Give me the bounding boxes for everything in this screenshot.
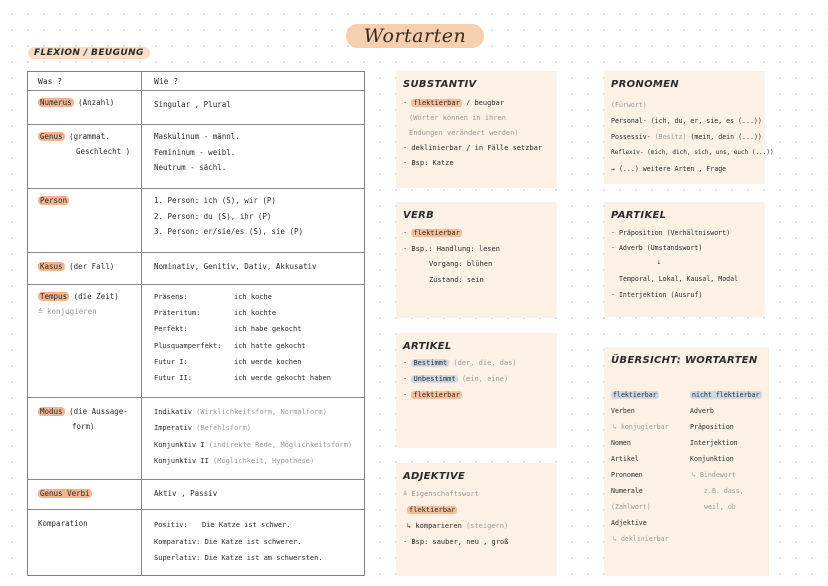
tempus-row: Futur I: ich werde kochen — [154, 357, 302, 366]
table-row-genus — [28, 124, 364, 188]
list-item: Interjektion — [690, 439, 738, 447]
person-value: 2. Person: du (S), ihr (P) — [154, 211, 272, 221]
table-row-person — [28, 188, 364, 252]
tempus-row: Plusquamperfekt: ich hatte gekocht — [154, 341, 306, 350]
note-genus-2: Geschlecht ) — [76, 147, 131, 156]
komparation-row: Komparativ: Die Katze ist schwerer. — [154, 537, 302, 546]
tag-flektierbar: flektierbar — [409, 506, 456, 514]
modus-row: Imperativ (Befehlsform) — [154, 424, 251, 433]
table-row-modus — [28, 397, 364, 479]
card-verb: VERB · flektierbar · Bsp.: Handlung: lesen Vorgang: blühen Zustand: sein — [396, 202, 557, 318]
section-label: FLEXION / BEUGUNG — [28, 47, 150, 59]
tag-flektierbar: flektierbar — [413, 229, 460, 237]
tempus-row: Perfekt: ich habe gekocht — [154, 325, 302, 334]
card-pronomen: PRONOMEN (Fürwort) Personal- (ich, du, er, sie, es (...)) Possessiv- (Besitz) (mein, dein (...)) Reflexiv- (mich, dich, sich, uns, euch (...)) → (...) weitere Arten , Frage — [604, 71, 765, 184]
komparation-row: Superlativ: Die Katze ist am schwersten. — [154, 554, 323, 562]
card-uebersicht — [604, 347, 769, 576]
card-title-verb: VERB — [403, 210, 435, 221]
list-item: Adverb — [690, 407, 714, 415]
label-modus: Modus — [40, 407, 63, 416]
label-komparation: Komparation — [38, 519, 88, 528]
tag-flektierbar-blue: flektierbar — [613, 391, 657, 399]
card-title-uebersicht: ÜBERSICHT: WORTARTEN — [611, 355, 758, 366]
note-tempus-sub: ≙ konjugieren — [38, 307, 97, 316]
note-numerus: (Anzahl) — [78, 98, 115, 107]
table-header-row — [28, 72, 364, 90]
value-genus-verbi: Aktiv , Passiv — [154, 489, 218, 498]
card-title-artikel: ARTIKEL — [403, 341, 452, 352]
tempus-row: Präteritum: ich kochte — [154, 309, 277, 318]
list-item: (Zahlwort) — [611, 503, 651, 511]
card-adjektive: ADJEKTIVE ≙ Eigenschaftswort flektierbar ↳ komparieren (steigern) · Bsp: sauber, neu , groß — [396, 463, 557, 576]
card-title-partikel: PARTIKEL — [611, 210, 667, 221]
note-kasus: (der Fall) — [69, 262, 115, 271]
list-item: ↳ deklinierbar — [613, 535, 669, 543]
note-genus-1: (grammat. — [69, 132, 110, 141]
label-genus-verbi: Genus Verbi — [40, 489, 90, 498]
card-substantiv: SUBSTANTIV · flektierbar / beugbar (Wörter können in ihren Endungen verändert werden) · deklinierbar / in Fälle setzbar · Bsp: Katze — [396, 71, 557, 188]
list-item: Konjunktion — [690, 455, 734, 463]
list-item: z.B. dass, — [704, 487, 744, 495]
card-title-adjektive: ADJEKTIVE — [403, 471, 466, 482]
tag-flektierbar: flektierbar — [413, 391, 460, 399]
modus-row: Indikativ (Wirklichkeitsform, Normalform) — [154, 408, 327, 416]
note-modus-1: (die Aussage- — [69, 407, 128, 416]
table-row-komparation — [28, 509, 364, 575]
list-item: ↳ konjugierbar — [613, 423, 669, 431]
label-person: Person — [40, 196, 68, 205]
genus-value: Neutrum - sächl. — [154, 163, 227, 172]
list-item: ↳ Bindewort — [692, 471, 736, 479]
note-tempus: (die Zeit) — [73, 292, 119, 301]
modus-row: Konjunktiv II (Möglichkeit, Hypothese) — [154, 456, 315, 465]
table-row-genus-verbi — [28, 479, 364, 509]
tempus-row: Futur II: ich werde gekocht haben — [154, 374, 331, 383]
card-title-substantiv: SUBSTANTIV — [403, 79, 477, 90]
list-item: Pronomen — [611, 471, 643, 479]
label-tempus: Tempus — [40, 292, 68, 301]
list-item: Adjektive — [611, 519, 647, 527]
person-value: 1. Person: ich (S), wir (P) — [154, 196, 276, 205]
header-wie: Wie ? — [154, 77, 179, 86]
tag-bestimmt: Bestimmt — [413, 359, 448, 367]
card-artikel: ARTIKEL · Bestimmt (der, die, das) · Unbestimmt (ein, eine) · flektierbar — [396, 333, 557, 448]
genus-value: Maskulinum - männl. — [154, 132, 240, 141]
value-kasus: Nominativ, Genitiv, Dativ, Akkusativ — [154, 262, 317, 271]
label-kasus: Kasus — [40, 262, 63, 271]
genus-value: Femininum - weibl. — [154, 147, 236, 157]
tag-nicht-flektierbar: nicht flektierbar — [692, 391, 760, 399]
list-item: Numerale — [611, 487, 643, 495]
arrow-down-icon: ↓ — [657, 258, 661, 266]
flexion-table — [27, 71, 365, 576]
table-row-kasus — [28, 252, 364, 284]
list-item: Nomen — [611, 439, 631, 447]
card-title-pronomen: PRONOMEN — [611, 79, 679, 90]
tempus-row: Präsens: ich koche — [154, 293, 272, 301]
note-modus-2: form) — [72, 422, 95, 431]
person-value: 3. Person: er/sie/es (S), sie (P) — [154, 227, 304, 236]
value-numerus: Singular , Plural — [154, 100, 231, 109]
card-partikel: PARTIKEL · Präposition (Verhältniswort) · Adverb (Umstandswort) ↓ Temporal, Lokal, Kausal, Modal · Interjektion (Ausruf) — [604, 202, 765, 317]
komparation-row: Positiv: Die Katze ist schwer. — [154, 521, 291, 529]
list-item: weil, ob — [704, 503, 736, 511]
list-item: Verben — [611, 407, 635, 415]
list-item: Präposition — [690, 423, 734, 431]
header-was: Was ? — [38, 77, 63, 86]
page-title: Wortarten — [346, 24, 484, 48]
label-genus: Genus — [40, 132, 63, 141]
modus-row: Konjunktiv I (indirekte Rede, Möglichkeitsform) — [154, 440, 353, 449]
tag-unbestimmt: Unbestimmt — [413, 375, 456, 383]
list-item: Artikel — [611, 455, 639, 463]
tag-flektierbar: flektierbar — [413, 99, 460, 107]
table-row-numerus — [28, 90, 364, 124]
label-numerus: Numerus — [40, 98, 72, 107]
table-row-tempus — [28, 284, 364, 397]
